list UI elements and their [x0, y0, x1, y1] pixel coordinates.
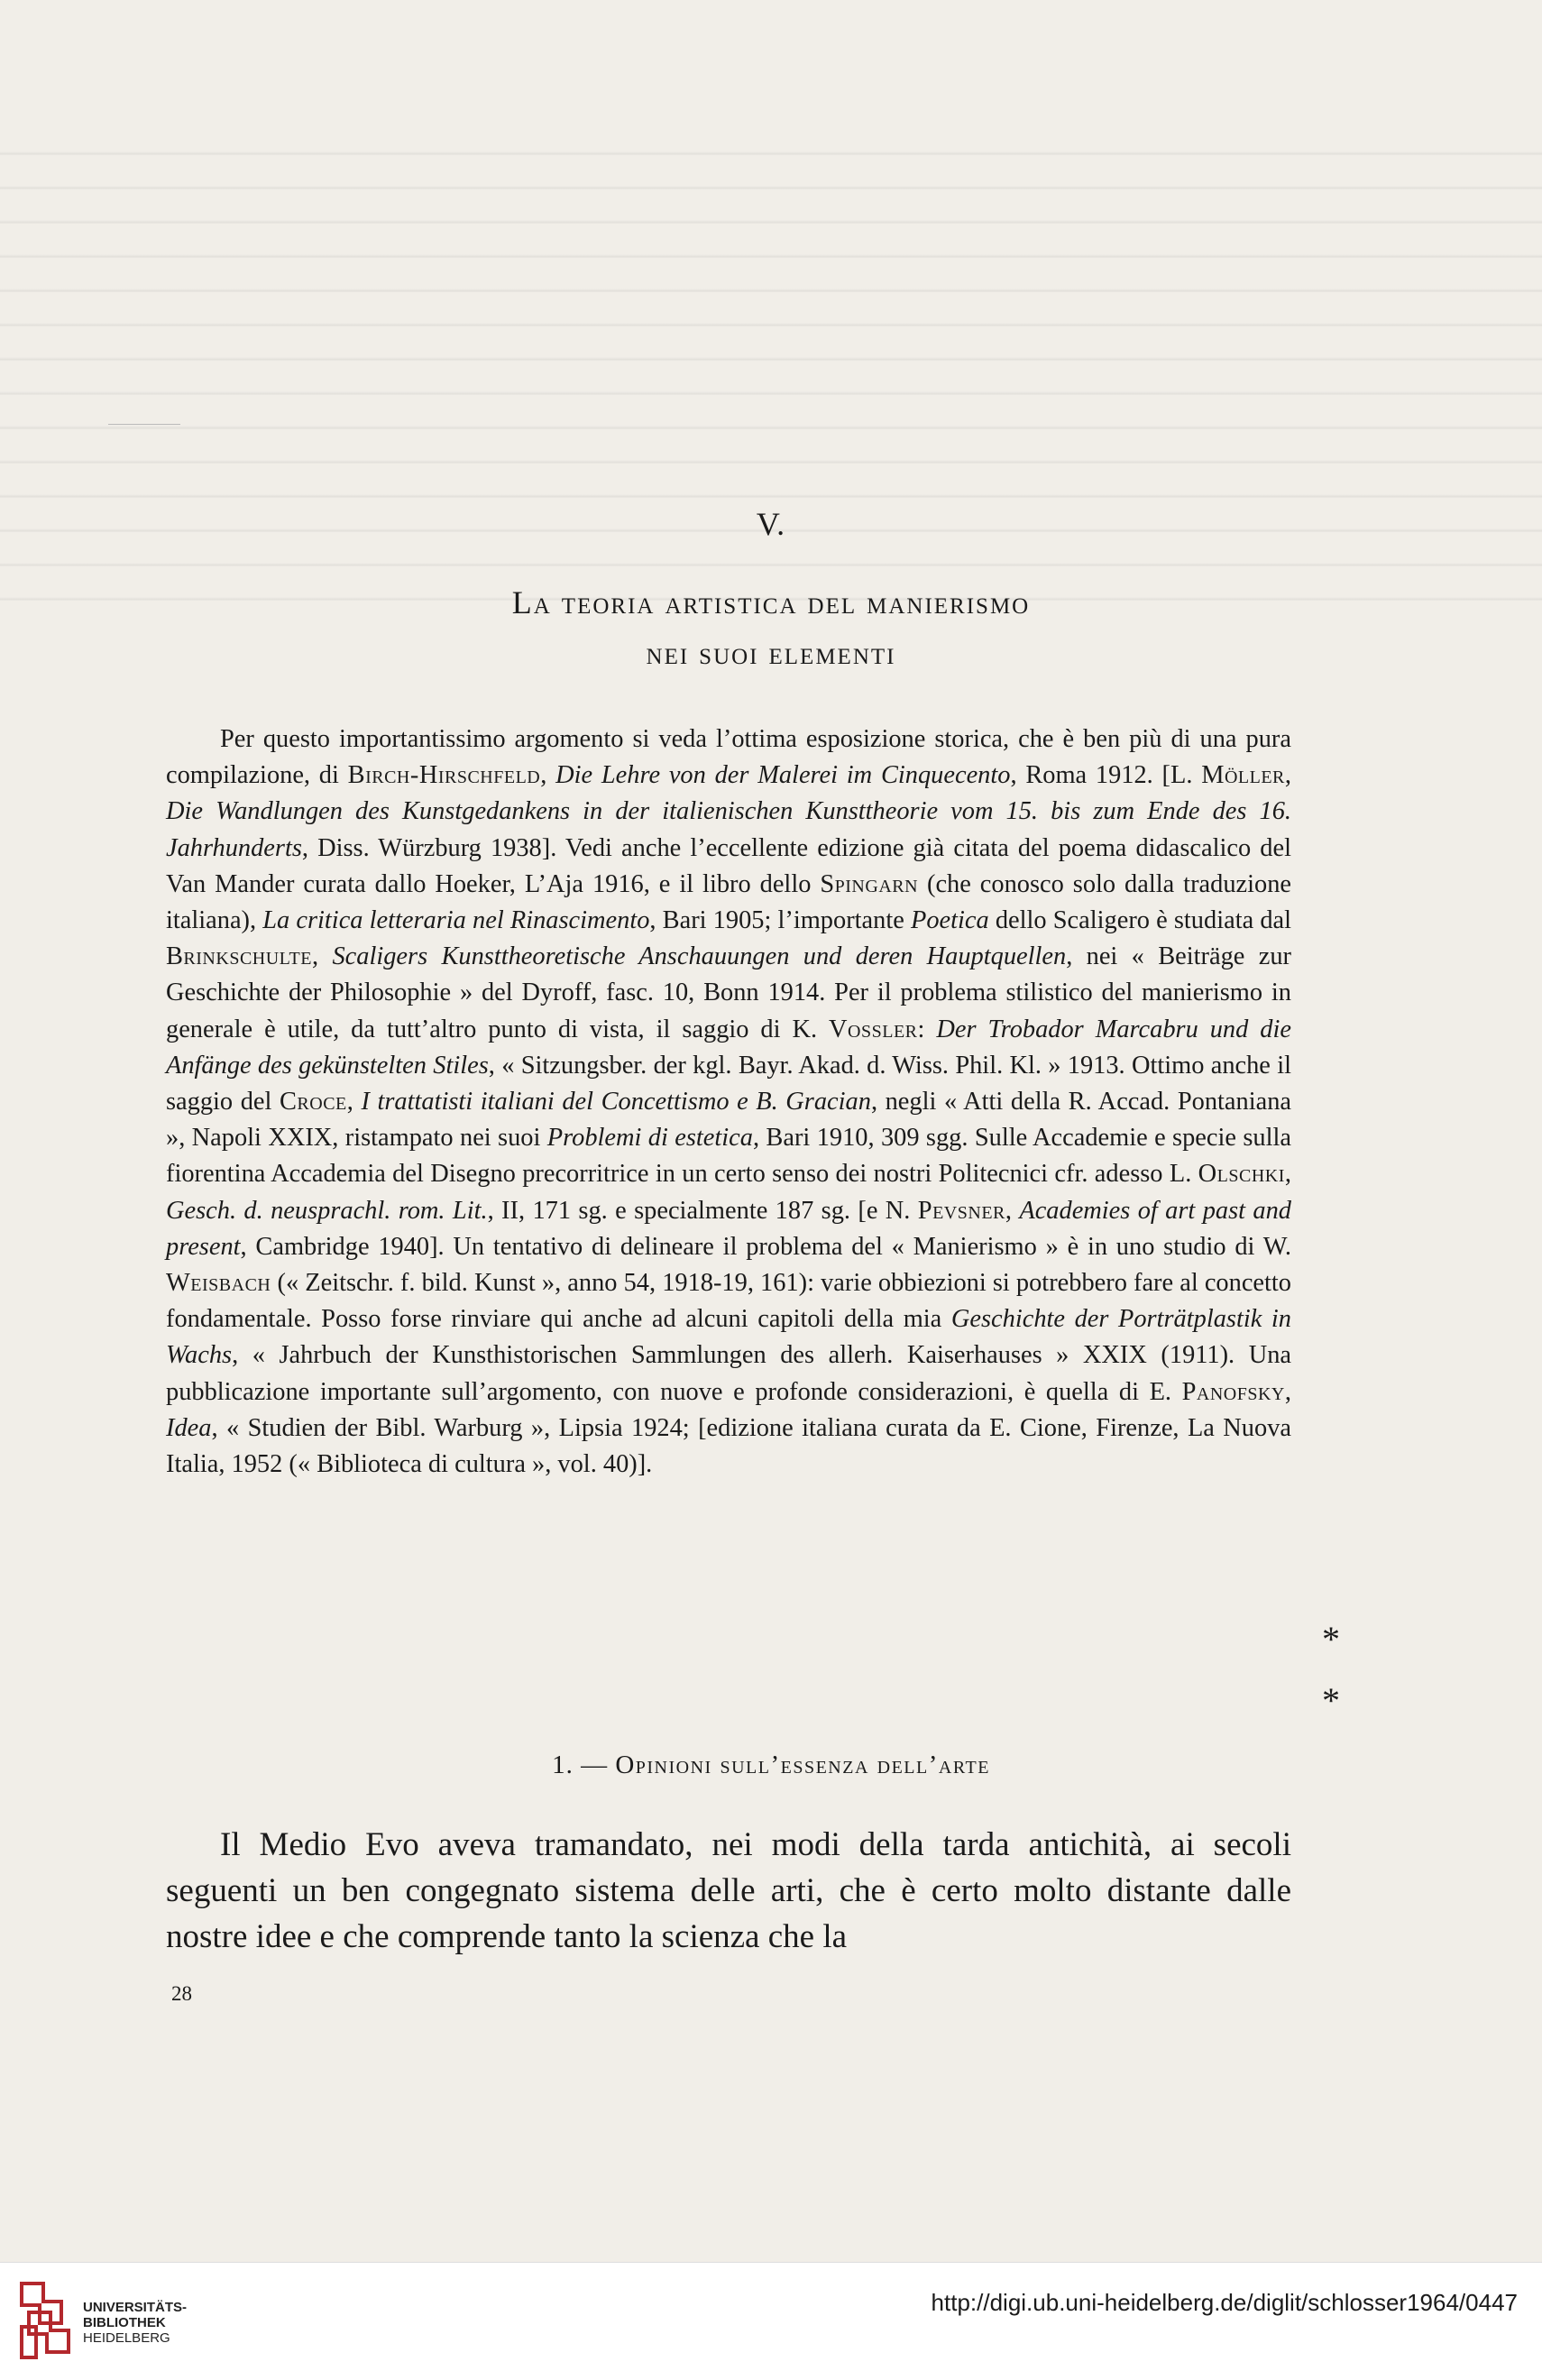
author-name: Pevsner [917, 1196, 1005, 1225]
chapter-title-line-1: La teoria artistica del manierismo [511, 584, 1031, 620]
viewer-footer [0, 2262, 1542, 2380]
author-name: Weisbach [166, 1269, 271, 1298]
permalink-url[interactable]: http://digi.ub.uni-heidelberg.de/diglit/schlosser1964/0447 [931, 2289, 1518, 2316]
margin-asterisk: * [1322, 1680, 1340, 1721]
author-name: Birch-Hirschfeld [347, 761, 541, 790]
chapter-number: V. [756, 506, 786, 542]
author-name: Panofsky [1181, 1377, 1285, 1406]
author-name: Spingarn [820, 869, 919, 898]
author-name: Möller [1201, 761, 1285, 790]
cited-work-title: La critica letteraria nel Rinascimento [262, 906, 650, 935]
cited-work-title: Problemi di estetica [546, 1124, 753, 1153]
bibliographic-footnote: Per questo importantissimo argomento si veda l’ottima esposizione storica, che è ben più di una pura compilazione, di Birch-Hirschfeld, Die Lehre von der Malerei im Cinquecento, Roma 1912. [L. Möller, Die Wandlungen des Kunstgedankens in der italienischen Kunsttheorie vom 15. bis zum Ende des 16. Jahrhunderts, Diss. Würzburg 1938]. Vedi anche l’eccellente edizione già citata del poema didascalico del Van Mander curata dallo Hoeker, L’Aja 1916, e il libro dello Spingarn (che conosco solo dalla traduzione italiana), La critica letteraria nel Rinascimento, Bari 1905; l’importante Poetica dello Scaligero è studiata dal Brinkschulte, Scaligers Kunsttheoretische Anschauungen und deren Hauptquellen, nei « Beiträge zur Geschichte der Philosophie » del Dyroff, fasc. 10, Bonn 1914. Per il problema stilistico del manierismo in generale è utile, da tutt’altro punto di vista, il saggio di K. Vossler: Der Trobador Marcabru und die Anfänge des gekünstelten Stiles, « Sitzungsber. der kgl. Bayr. Akad. d. Wiss. Phil. Kl. » 1913. Ottimo anche il saggio del Croce, I trattatisti italiani del Concettismo e B. Gracian, negli « Atti della R. Accad. Pontaniana », Napoli XXIX, ristampato nei suoi Problemi di estetica, Bari 1910, 309 sgg. Sulle Accademie e specie sulla fiorentina Accademia del Disegno precorritrice in un certo senso dei nostri Politecnici cfr. adesso L. Olschki, Gesch. d. neusprachl. rom. Lit., II, 171 sg. e specialmente 187 sg. [e N. Pevsner, Academies of art past and present, Cambridge 1940]. Un tentativo di delineare il problema del « Manierismo » è in uno studio di W. Weisbach (« Zeitschr. f. bild. Kunst », anno 54, 1918-19, 161): varie obbiezioni si potrebbero fare al concetto fondamentale. Posso forse rinviare qui anche ad alcuni capitoli della mia Geschichte der Porträtplastik in Wachs, « Jahrbuch der Kunsthistorischen Sammlungen des allerh. Kaiserhauses » XXIX (1911). Una pubblicazione importante sull’argomento, con nuove e profonde considerazioni, è quella di E. Panofsky, Idea, « Studien der Bibl. Warburg », Lipsia 1924; [edizione italiana curata da E. Cione, Firenze, La Nuova Italia, 1952 (« Biblioteca di cultura », vol. 40)]. [166, 725, 1292, 1479]
body-paragraph: Il Medio Evo aveva tramandato, nei modi della tarda antichità, ai secoli seguenti un ben congegnato sistema delle arti, che è certo molto distante dalle nostre idee e che comprende tanto la scienza che la [166, 1826, 1291, 1955]
cited-work-title: Die Lehre von der Malerei im Cinquecento [555, 761, 1011, 790]
section-title: Opinioni sull’essenza dell’arte [615, 1751, 990, 1779]
library-logo-text: UNIVERSITÄTS- BIBLIOTHEK HEIDELBERG [83, 2300, 188, 2346]
author-name: Croce [279, 1088, 347, 1116]
page-number: 28 [171, 1982, 192, 2005]
margin-asterisk: * [1322, 1619, 1340, 1659]
bleed-through-texture [0, 126, 1542, 631]
cited-work-title: Poetica [910, 906, 989, 935]
cited-work-title: Scaligers Kunsttheoretische Anschauungen und deren Hauptquellen [332, 942, 1067, 971]
author-name: Vossler [829, 1015, 918, 1043]
bleed-through-mark [108, 424, 180, 425]
cited-work-title: Idea [166, 1413, 212, 1442]
chapter-title-line-2: nei suoi elementi [646, 635, 896, 671]
author-name: Brinkschulte [166, 942, 312, 971]
cited-work-title: Academies of art past and present [166, 1196, 1291, 1261]
library-logo-icon [16, 2274, 72, 2363]
section-number: 1. — [552, 1751, 609, 1779]
cited-work-title: Die Wandlungen des Kunstgedankens in der italienischen Kunsttheorie vom 15. bis zum Ende des 16. Jahrhunderts [166, 797, 1291, 862]
section-heading [0, 1751, 1542, 1780]
cited-work-title: Der Trobador Marcabru und die Anfänge des gekünstelten Stiles [166, 1015, 1291, 1080]
author-name: Olschki [1198, 1160, 1285, 1189]
cited-work-title: Geschichte der Porträtplastik in Wachs [166, 1305, 1291, 1370]
cited-work-title: I trattatisti italiani del Concettismo e B. Gracian [361, 1088, 871, 1116]
cited-work-title: Gesch. d. neusprachl. rom. Lit. [166, 1196, 488, 1225]
